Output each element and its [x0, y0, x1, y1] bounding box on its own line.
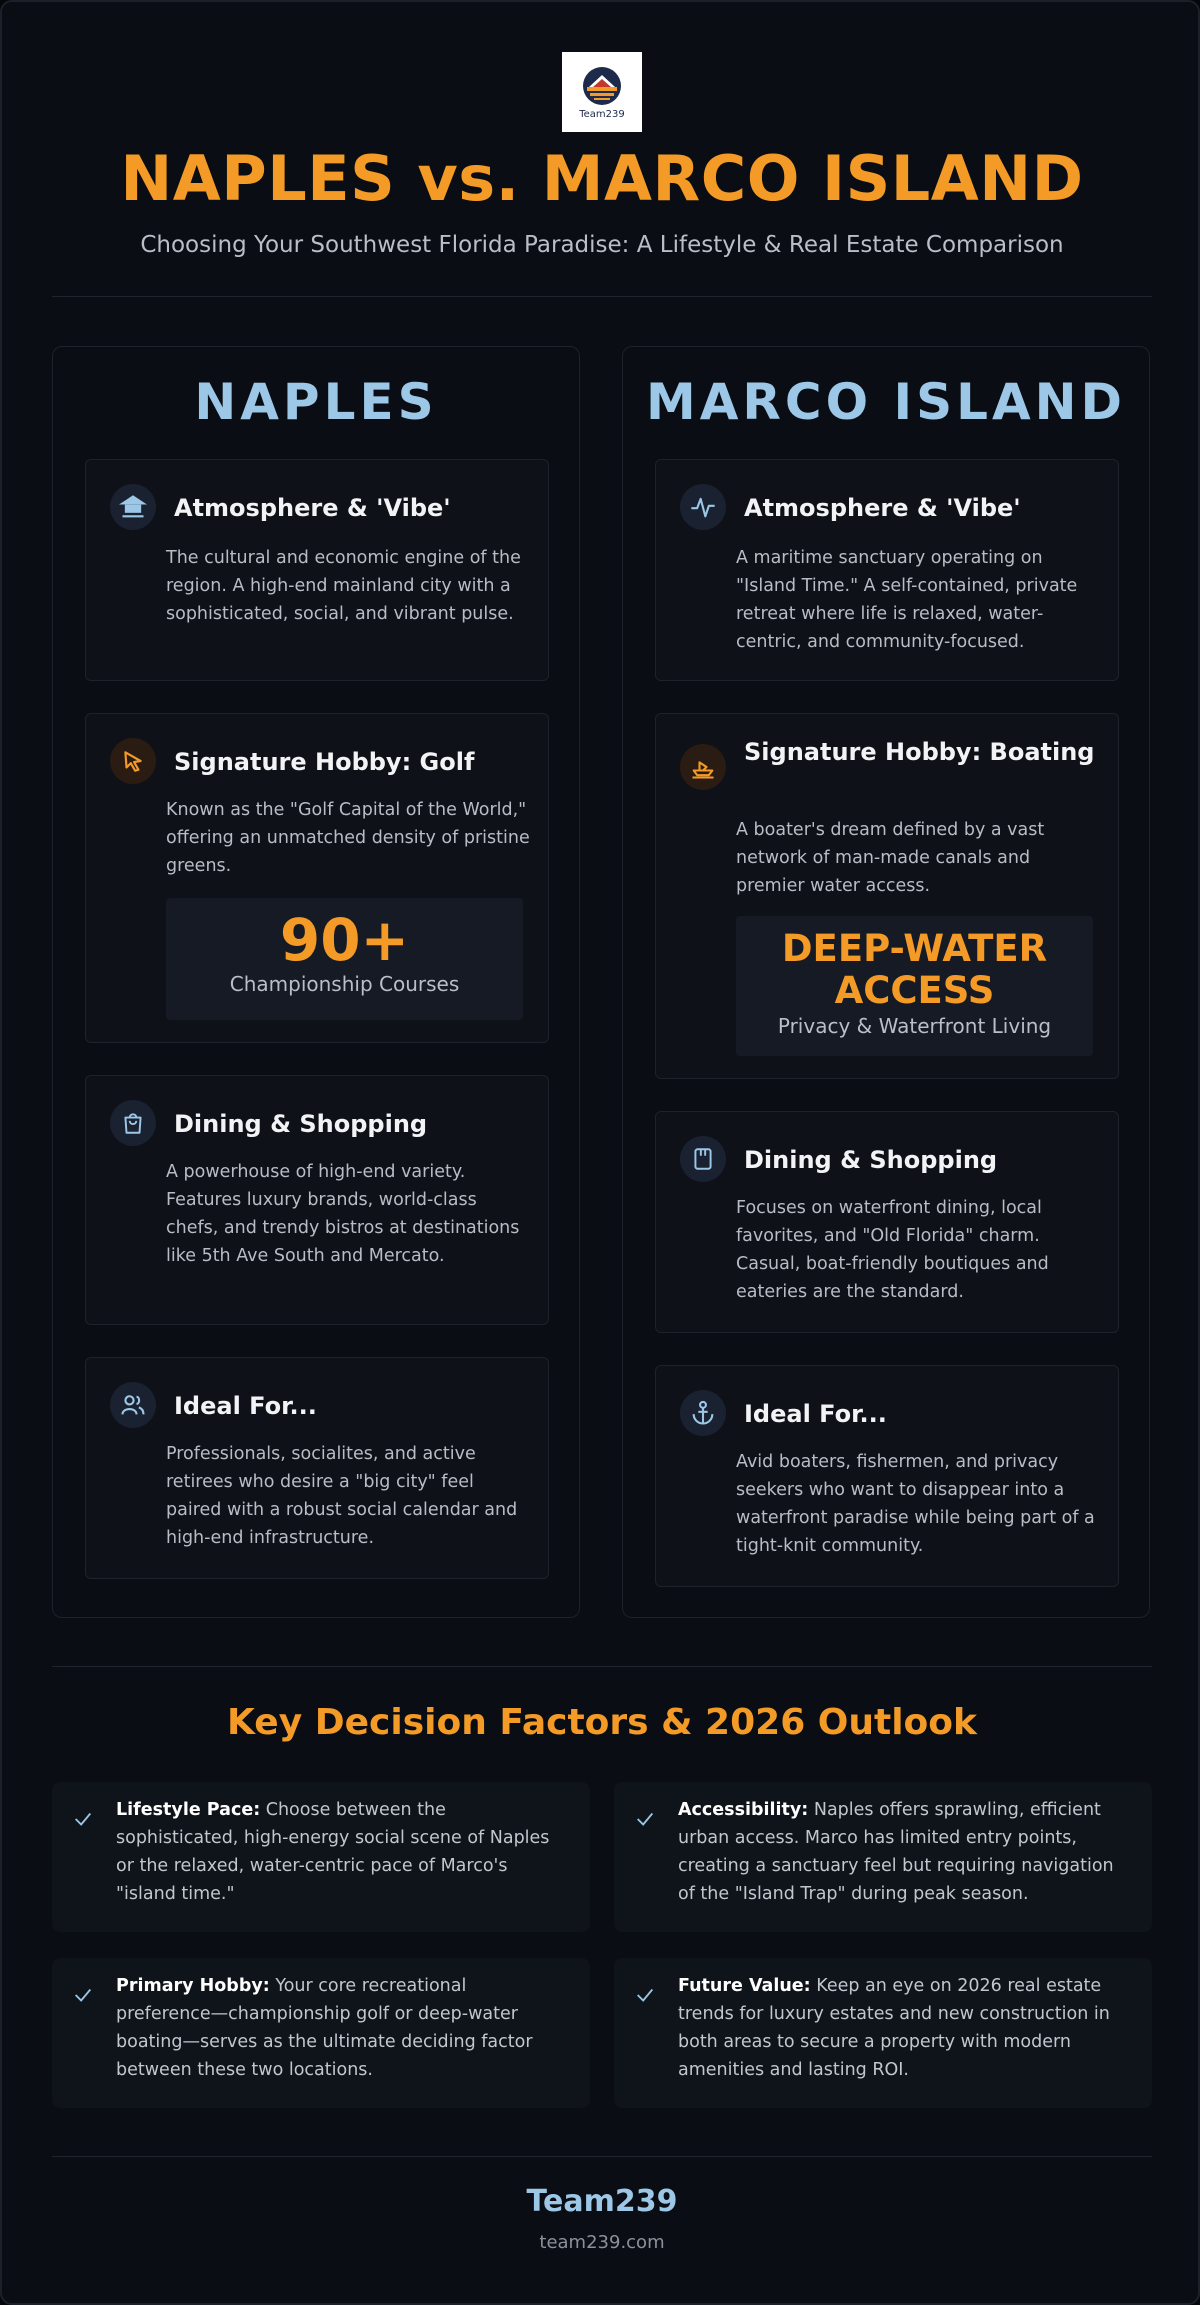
card-title: Dining & Shopping	[174, 1110, 428, 1138]
pulse-icon	[680, 484, 726, 530]
check-icon	[634, 1808, 656, 1830]
anchor-icon	[680, 1390, 726, 1436]
naples-title: NAPLES	[194, 373, 438, 431]
card-body: A boater's dream defined by a vast network of man-made canals and premier water access.	[736, 820, 1045, 896]
stat-label: Championship Courses	[229, 972, 460, 996]
shopping-bag-icon	[110, 1100, 156, 1146]
naples-golf-card	[85, 713, 549, 1043]
check-icon	[72, 1808, 94, 1830]
marco-column	[622, 346, 1150, 1618]
card-title: Signature Hobby: Golf	[174, 748, 475, 776]
factor-future-value	[614, 1958, 1152, 2108]
factor-label: Future Value:	[678, 1976, 811, 1996]
menu-icon	[680, 1136, 726, 1182]
card-body: The cultural and economic engine of the region. A high-end mainland city with a sophisticated, social, and vibrant pulse.	[166, 548, 521, 624]
naples-dining-card	[85, 1075, 549, 1325]
card-title: Atmosphere & 'Vibe'	[174, 494, 451, 522]
bank-icon	[110, 484, 156, 530]
stat-value-line1: DEEP-WATER	[781, 927, 1048, 970]
footer-brand: Team239	[526, 2184, 678, 2219]
factor-text	[116, 1796, 566, 1908]
factor-description: Keep an eye on 2026 real estate trends for luxury estates and new construction in both areas to secure a property with modern amenities and lasting ROI.	[678, 1976, 1110, 2080]
users-icon	[110, 1382, 156, 1428]
divider	[52, 1666, 1152, 1667]
factor-primary-hobby	[52, 1958, 590, 2108]
check-icon	[634, 1984, 656, 2006]
card-body: A maritime sanctuary operating on "Island Time." A self-contained, private retreat where life is relaxed, water-centric, and community-focused.	[736, 548, 1078, 652]
card-title: Atmosphere & 'Vibe'	[744, 494, 1021, 522]
naples-column	[52, 346, 580, 1618]
card-body: A powerhouse of high-end variety. Features luxury brands, world-class chefs, and trendy bistros at destinations like 5th Ave South and Mercato.	[166, 1162, 520, 1266]
naples-atmosphere-card	[85, 459, 549, 681]
stat-value-line2: ACCESS	[834, 969, 995, 1012]
card-body: Known as the "Golf Capital of the World," offering an unmatched density of pristine greens.	[166, 800, 530, 876]
card-title: Ideal For...	[174, 1392, 317, 1420]
page-title: NAPLES vs. MARCO ISLAND	[120, 142, 1084, 215]
factor-accessibility	[614, 1782, 1152, 1932]
boat-icon	[680, 744, 726, 790]
golf-icon	[110, 738, 156, 784]
card-body: Avid boaters, fishermen, and privacy seekers who want to disappear into a waterfront paradise while being part of a tight-knit community.	[736, 1452, 1095, 1556]
page-subtitle: Choosing Your Southwest Florida Paradise: A Lifestyle & Real Estate Comparison	[140, 232, 1064, 258]
factor-description: Choose between the sophisticated, high-energy social scene of Naples or the relaxed, water-centric pace of Marco's "island time."	[116, 1800, 550, 1904]
house-sun-logo-icon	[581, 65, 623, 107]
factor-lifestyle-pace	[52, 1782, 590, 1932]
factor-label: Lifestyle Pace:	[116, 1800, 261, 1820]
card-body: Focuses on waterfront dining, local favorites, and "Old Florida" charm. Casual, boat-friendly boutiques and eateries are the standard.	[736, 1198, 1049, 1302]
marco-boating-card	[655, 713, 1119, 1079]
divider	[52, 2156, 1152, 2157]
divider	[52, 296, 1152, 297]
factor-description: Naples offers sprawling, efficient urban access. Marco has limited entry points, creating a sanctuary feel but requiring navigation of the "Island Trap" during peak season.	[678, 1800, 1114, 1904]
naples-ideal-card	[85, 1357, 549, 1579]
marco-dining-card	[655, 1111, 1119, 1333]
marco-ideal-card	[655, 1365, 1119, 1587]
team239-logo	[562, 52, 642, 132]
factor-label: Primary Hobby:	[116, 1976, 270, 1996]
card-title: Dining & Shopping	[744, 1146, 998, 1174]
footer-url-link[interactable]: team239.com	[539, 2232, 665, 2253]
card-title: Signature Hobby: Boating	[744, 738, 1095, 766]
card-body: Professionals, socialites, and active retirees who desire a "big city" feel paired with a robust social calendar and high-end infrastructure.	[166, 1444, 518, 1548]
marco-atmosphere-card	[655, 459, 1119, 681]
marco-title: MARCO ISLAND	[645, 373, 1127, 431]
stat-box	[166, 898, 523, 1020]
logo-text: Team239	[579, 108, 625, 120]
factor-text	[116, 1972, 566, 2084]
factors-title: Key Decision Factors & 2026 Outlook	[227, 1702, 977, 1743]
stat-value: 90+	[279, 906, 410, 974]
stat-box	[736, 916, 1093, 1056]
factor-text	[678, 1972, 1128, 2084]
factor-text	[678, 1796, 1128, 1908]
stat-label: Privacy & Waterfront Living	[777, 1014, 1052, 1038]
check-icon	[72, 1984, 94, 2006]
factor-description: Your core recreational preference—championship golf or deep-water boating—serves as the ultimate deciding factor between these two locations.	[116, 1976, 533, 2080]
card-title: Ideal For...	[744, 1400, 887, 1428]
factor-label: Accessibility:	[678, 1800, 809, 1820]
